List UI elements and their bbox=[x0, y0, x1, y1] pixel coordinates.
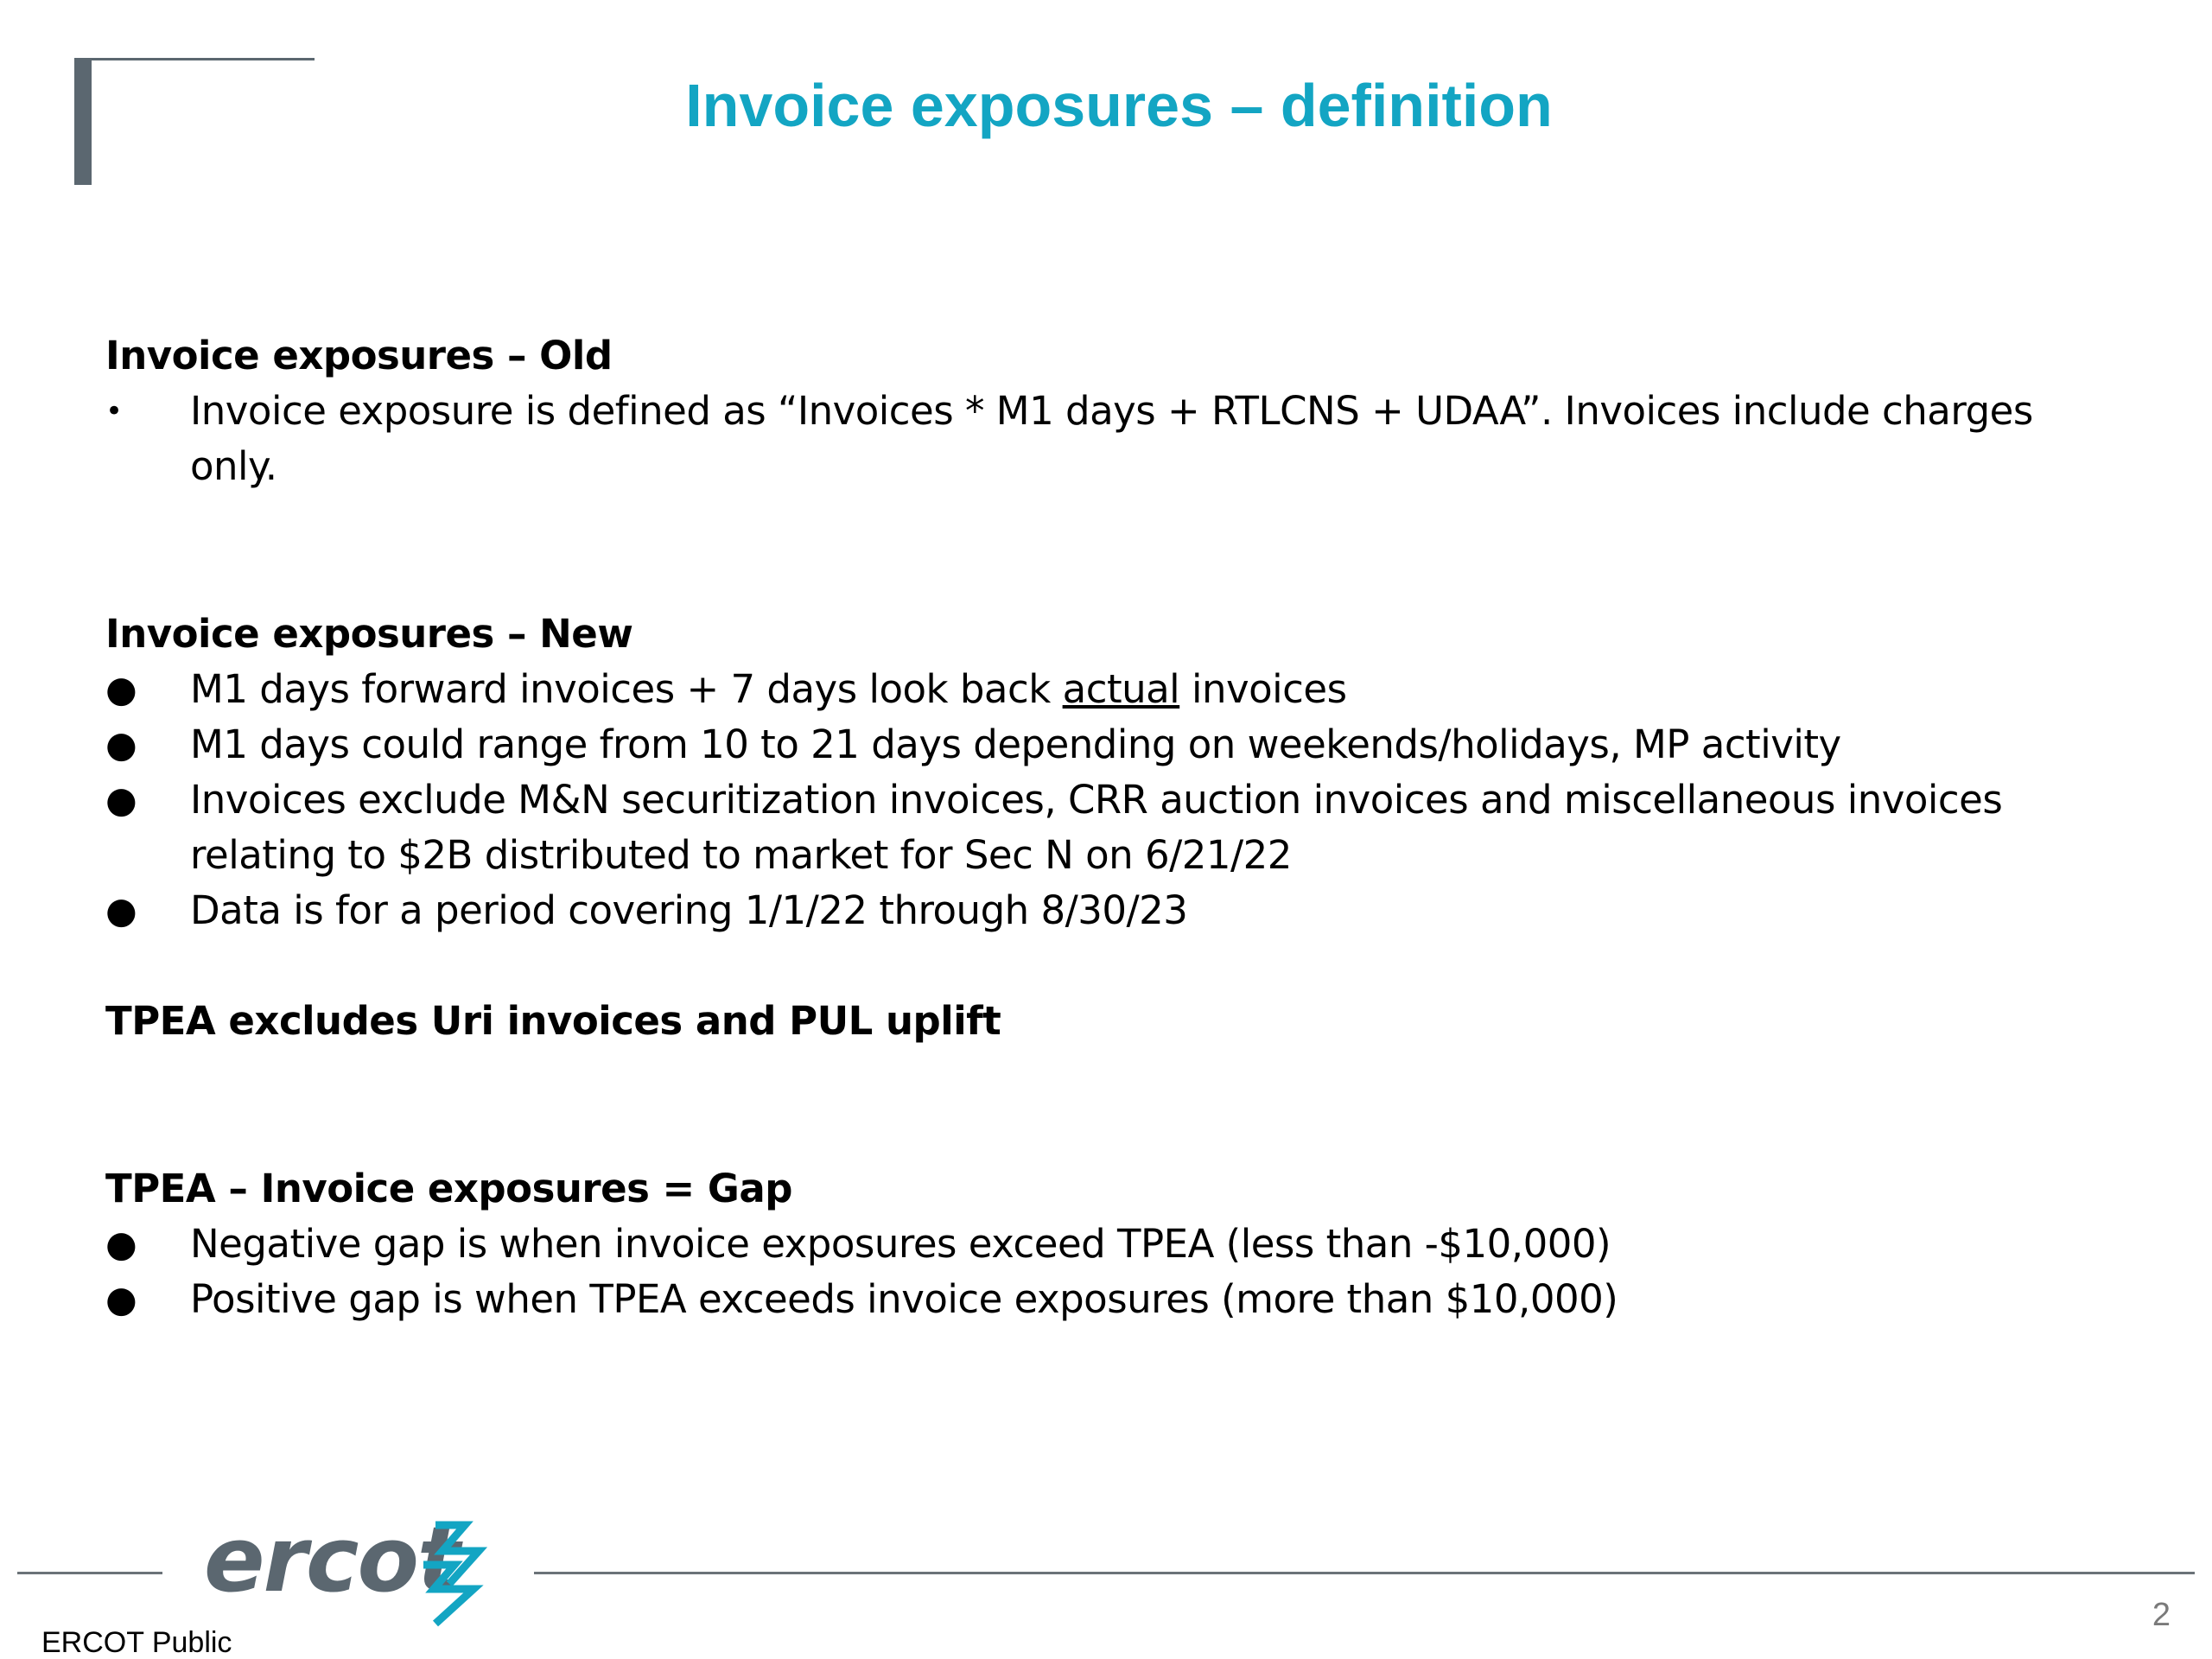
section-heading-old: Invoice exposures – Old bbox=[105, 333, 613, 378]
list-item bbox=[105, 772, 2127, 883]
list-item-text: Negative gap is when invoice exposures exceed TPEA (less than -$10,000) bbox=[190, 1221, 1611, 1267]
list-item bbox=[105, 883, 2127, 938]
bullet: ● bbox=[105, 668, 137, 710]
list-item bbox=[105, 717, 2127, 772]
ercot-lightning-icon bbox=[404, 1516, 499, 1629]
bullet: ● bbox=[105, 1278, 137, 1320]
list-item-text: Positive gap is when TPEA exceeds invoice exposures (more than $10,000) bbox=[190, 1276, 1618, 1322]
list-item bbox=[105, 1272, 2127, 1327]
logo-wordmark: ercot bbox=[204, 1507, 459, 1612]
new-list bbox=[105, 662, 2127, 938]
corner-bracket-horizontal bbox=[74, 58, 315, 60]
list-item bbox=[105, 662, 2127, 717]
bullet: ● bbox=[105, 779, 137, 821]
list-item-text: Invoices exclude M&N securitization invoices, CRR auction invoices and miscellaneous invoices relating to $2B distributed to market for Sec N on 6/21/22 bbox=[190, 777, 2003, 878]
section-heading-new: Invoice exposures – New bbox=[105, 611, 633, 657]
old-list bbox=[105, 384, 2127, 494]
underlined-word: actual bbox=[1062, 666, 1180, 712]
page-number: 2 bbox=[2152, 1597, 2171, 1633]
list-item bbox=[105, 384, 2127, 494]
footer-rule-left bbox=[17, 1572, 162, 1574]
gap-list bbox=[105, 1217, 2127, 1327]
section-heading-gap: TPEA – Invoice exposures = Gap bbox=[105, 1166, 792, 1211]
footer-rule-right bbox=[534, 1572, 2195, 1574]
list-item-text: M1 days forward invoices + 7 days look back actual invoices bbox=[190, 666, 1347, 712]
slide-title: Invoice exposures – definition bbox=[685, 72, 1553, 139]
list-item-text: Invoice exposure is defined as “Invoices * M1 days + RTLCNS + UDAA”. Invoices include charges only. bbox=[190, 388, 2033, 489]
bullet: ● bbox=[105, 723, 137, 766]
bullet: ● bbox=[105, 1223, 137, 1265]
list-item-text: Data is for a period covering 1/1/22 through 8/30/23 bbox=[190, 887, 1188, 933]
footer-classification: ERCOT Public bbox=[41, 1626, 232, 1659]
bullet: • bbox=[105, 394, 123, 429]
list-item-text: M1 days could range from 10 to 21 days depending on weekends/holidays, MP activity bbox=[190, 721, 1841, 767]
tpea-note: TPEA excludes Uri invoices and PUL uplift bbox=[105, 998, 1001, 1044]
ercot-logo bbox=[204, 1508, 498, 1629]
list-item bbox=[105, 1217, 2127, 1272]
bullet: ● bbox=[105, 889, 137, 931]
slide-content bbox=[105, 328, 2127, 1327]
